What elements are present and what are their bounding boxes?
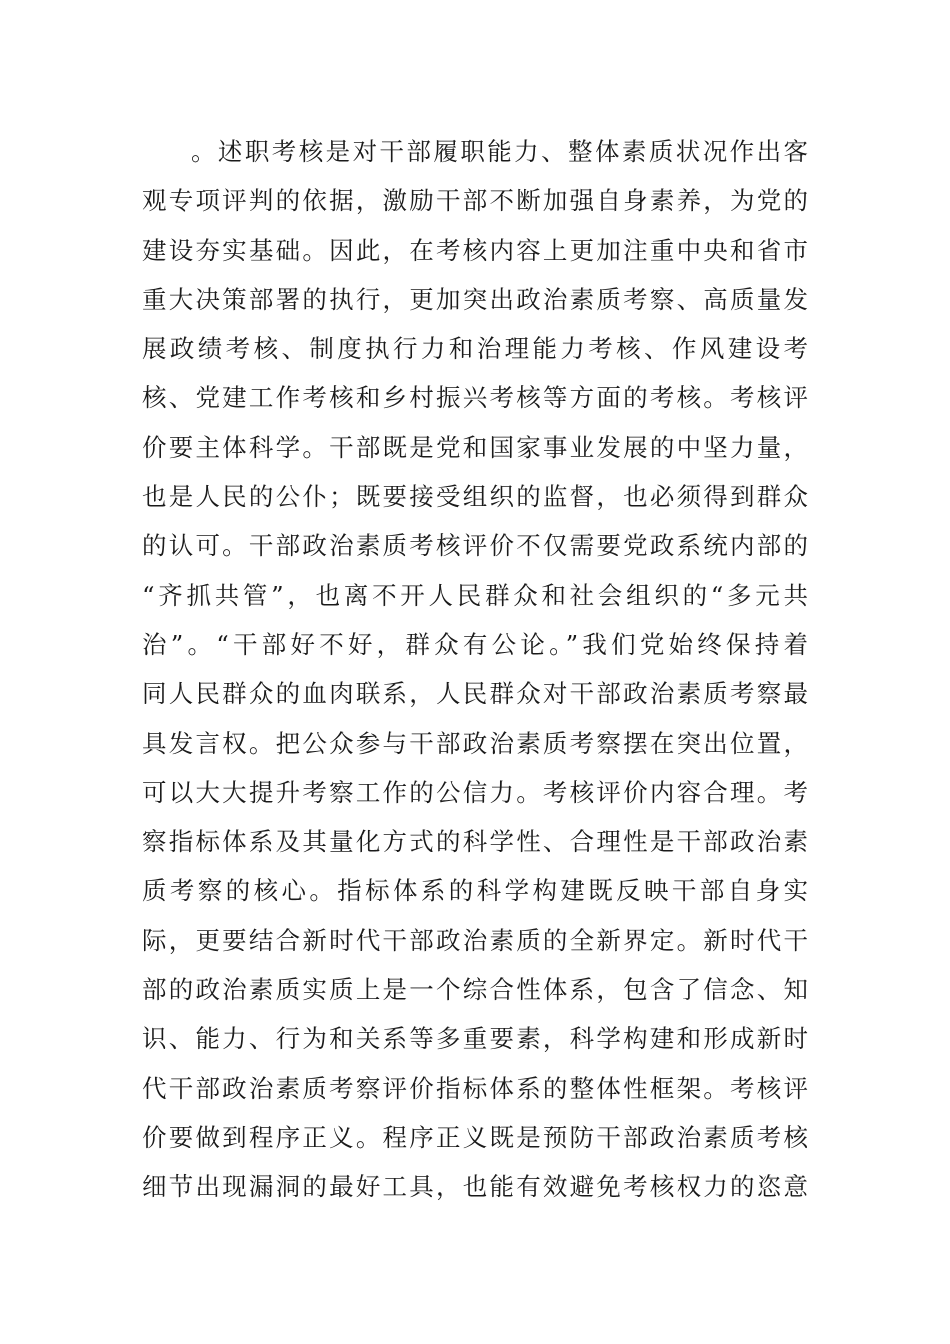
text-line: 的认可。干部政治素质考核评价不仅需要党政系统内部的 — [142, 531, 808, 561]
text-line: 代干部政治素质考察评价指标体系的整体性框架。考核评 — [142, 1073, 808, 1103]
text-line: 观专项评判的依据，激励干部不断加强自身素养，为党的 — [142, 186, 808, 216]
text-line: 建设夯实基础。因此，在考核内容上更加注重中央和省市 — [142, 235, 808, 265]
text-line: 际，更要结合新时代干部政治素质的全新界定。新时代干 — [142, 925, 808, 955]
text-line: 也是人民的公仆；既要接受组织的监督，也必须得到群众 — [142, 482, 808, 512]
text-line: 核、党建工作考核和乡村振兴考核等方面的考核。考核评 — [142, 383, 808, 413]
text-line: 重大决策部署的执行，更加突出政治素质考察、高质量发 — [142, 284, 808, 314]
body-text — [142, 127, 808, 1212]
text-line: 价要主体科学。干部既是党和国家事业发展的中坚力量， — [142, 432, 808, 462]
text-line: 质考察的核心。指标体系的科学构建既反映干部自身实 — [142, 876, 808, 906]
text-line: 。述职考核是对干部履职能力、整体素质状况作出客 — [191, 137, 808, 166]
text-line: 展政绩考核、制度执行力和治理能力考核、作风建设考 — [142, 334, 808, 364]
text-line: 部的政治素质实质上是一个综合性体系，包含了信念、知 — [142, 975, 808, 1005]
text-line: 察指标体系及其量化方式的科学性、合理性是干部政治素 — [142, 827, 808, 857]
text-line: 价要做到程序正义。程序正义既是预防干部政治素质考核 — [142, 1122, 808, 1152]
text-line: “齐抓共管”，也离不开人民群众和社会组织的“多元共 — [142, 580, 808, 610]
text-line: 具发言权。把公众参与干部政治素质考察摆在突出位置， — [142, 728, 808, 758]
text-line: 治”。“干部好不好，群众有公论。”我们党始终保持着 — [142, 629, 808, 659]
text-line: 可以大大提升考察工作的公信力。考核评价内容合理。考 — [142, 777, 808, 807]
text-line: 识、能力、行为和关系等多重要素，科学构建和形成新时 — [142, 1024, 808, 1054]
text-line: 细节出现漏洞的最好工具，也能有效避免考核权力的恣意 — [142, 1172, 808, 1202]
text-line: 同人民群众的血肉联系，人民群众对干部政治素质考察最 — [142, 679, 808, 709]
